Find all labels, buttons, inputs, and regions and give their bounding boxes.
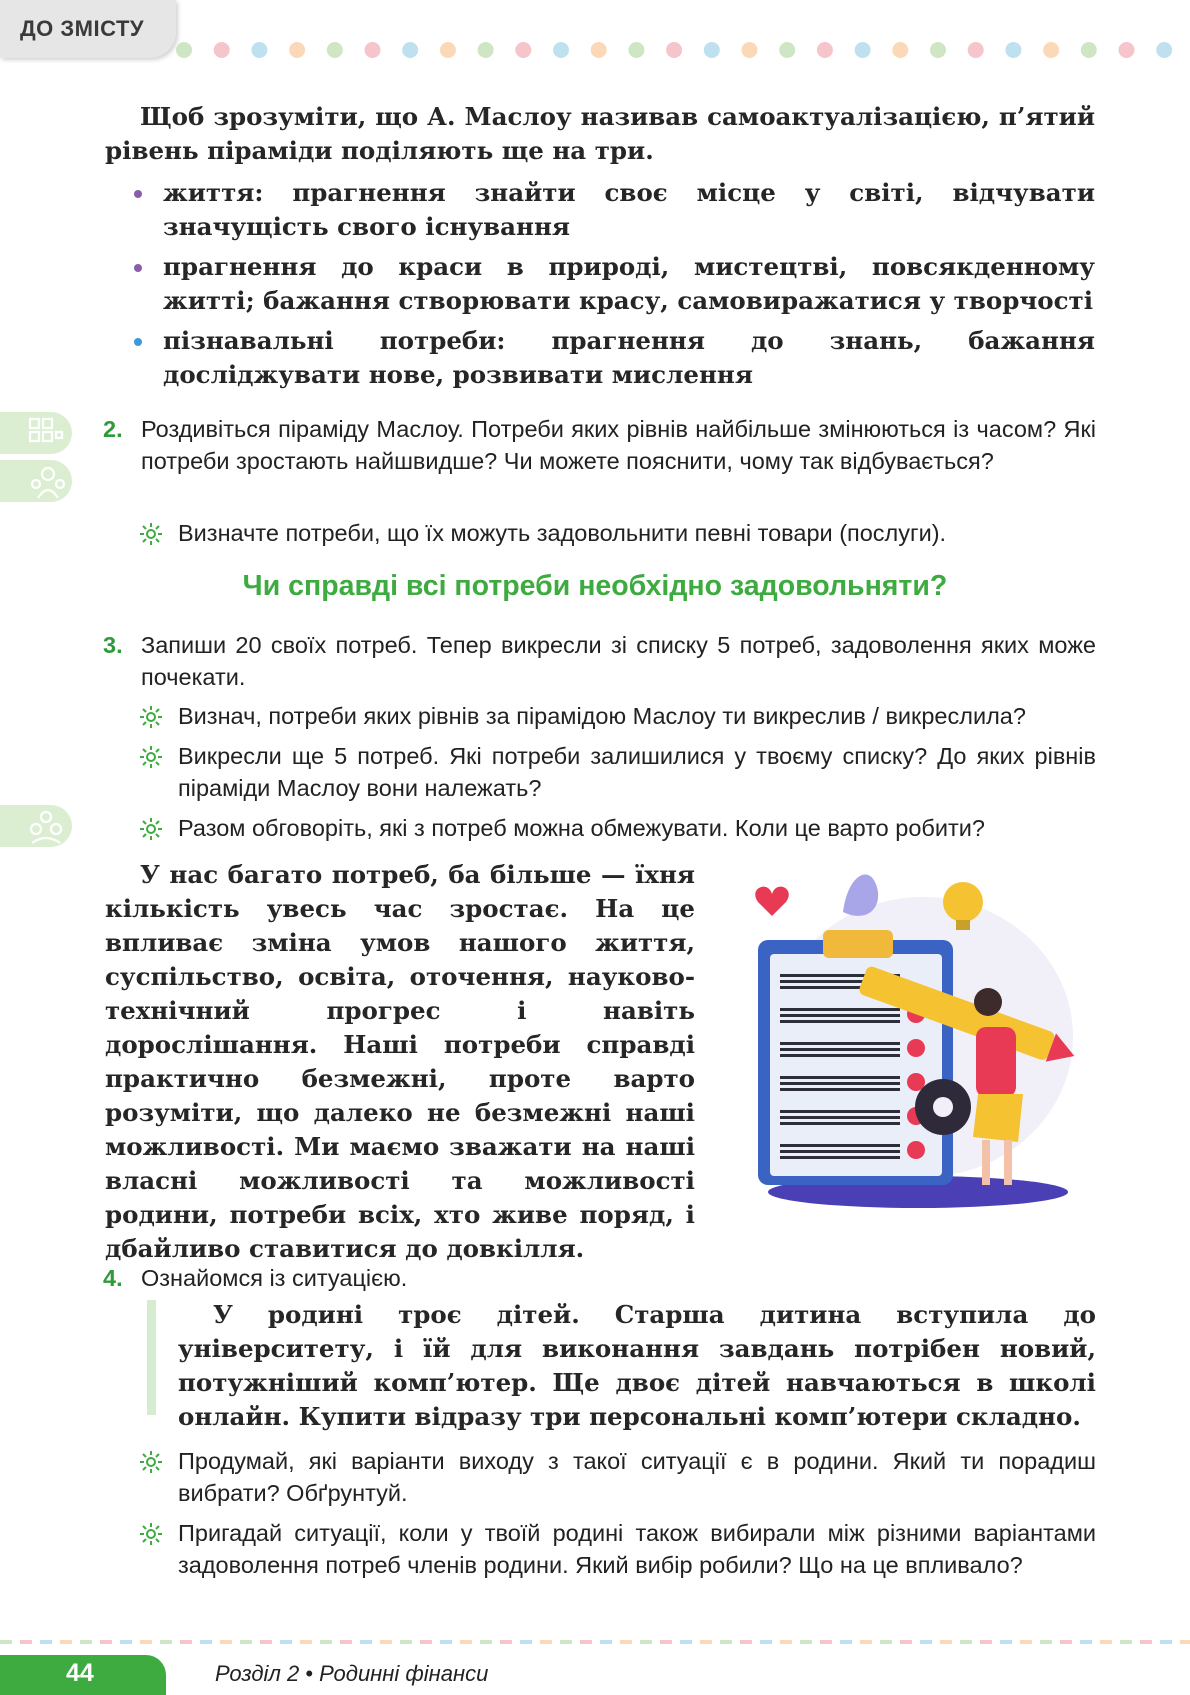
checklist-line [780,1054,900,1057]
decorative-dot [1005,42,1021,58]
footer-dash [240,1640,252,1644]
footer-dash [180,1640,192,1644]
footer-dash [60,1640,72,1644]
footer-dash [340,1640,352,1644]
decorative-dot [1043,42,1059,58]
checklist-line [780,1008,900,1011]
decorative-dot [402,42,418,58]
page-number: 44 [0,1655,166,1695]
footer-dash [160,1640,172,1644]
people-icon [8,462,68,502]
sun-icon [140,706,162,728]
decorative-dot [289,42,305,58]
footer-dash [400,1640,412,1644]
footer-dash [140,1640,152,1644]
footer-dash [700,1640,712,1644]
footer-dash [800,1640,812,1644]
task-text: Роздивіться піраміду Маслоу. Потреби яких рівнів найбільше змінюються із часом? Які потреби зростають найшвидше? Чи можете пояснити, чому так відбувається? [141,416,1096,474]
footer-dash [300,1640,312,1644]
footer-dash [320,1640,332,1644]
footer-dash [40,1640,52,1644]
quote-text: У родині троє дітей. Старша дитина вступила до університету, і їй для виконання завдань потрібен новий, потужніший комп’ютер. Ще двоє дітей навчаються в школі онлайн. Купити відразу три персональні комп’ютери складно. [178,1300,1096,1431]
task-4-subtask [140,1517,1096,1581]
footer-dash [120,1640,132,1644]
checklist-line [780,1150,900,1153]
subtask-text: Викресли ще 5 потреб. Які потреби залишилися у твоєму списку? До яких рівнів піраміди Маслоу вони належать? [178,743,1096,801]
task-4 [103,1262,1096,1294]
decorative-dot [365,42,381,58]
check-mark-icon [907,1141,925,1159]
task-number: 3. [103,632,123,658]
footer-dash [820,1640,832,1644]
footer-dash [1140,1640,1152,1644]
decorative-dot [1119,42,1135,58]
decorative-dot [892,42,908,58]
decorative-dot [327,42,343,58]
checklist-line [780,1048,900,1051]
footer-dash [1120,1640,1132,1644]
footer-dash [480,1640,492,1644]
body-paragraph [105,858,695,1266]
footer-dash [520,1640,532,1644]
task-3-subtask [140,740,1096,804]
decorative-dot [1156,42,1172,58]
section-footer: Розділ 2 • Родинні фінанси [215,1661,489,1686]
checklist-line [780,1088,900,1091]
task-number: 4. [103,1265,123,1291]
footer-dash [600,1640,612,1644]
footer-dash [80,1640,92,1644]
sun-icon [140,523,162,545]
checklist-line [780,1014,900,1017]
footer-dash [760,1640,772,1644]
footer-dash [560,1640,572,1644]
task-text: Ознайомся із ситуацією. [141,1265,408,1291]
check-mark-icon [907,1039,925,1057]
decorative-dot [440,42,456,58]
footer-dash [1180,1640,1190,1644]
checklist-line [780,1110,900,1113]
footer-dash [260,1640,272,1644]
decorative-dot [855,42,871,58]
footer-dash [500,1640,512,1644]
footer-dash [840,1640,852,1644]
bullet-dot-icon [134,338,142,346]
sun-icon [140,1451,162,1473]
footer-dash [0,1640,12,1644]
checklist-line [780,1156,900,1159]
decorative-dot [817,42,833,58]
task-number: 2. [103,416,123,442]
body-text: У нас багато потреб, ба більше — їхня кількість увесь час зростає. На це впливає зміна умов нашого життя, суспільство, освіта, оточення, науково-технічний прогрес і навіть дорослішання. Наші потреби справді практично безмежні, проте варто розуміти, що далеко не безмежні наші можливості. Ми маємо зважати на наші власні можливості та можливості родини, потреби всіх, хто живе поряд, і дбайливо ставитися до довкілля. [105,860,695,1263]
task-4-subtask [140,1445,1096,1509]
side-tab-pair-work [0,412,72,454]
footer-dash [720,1640,732,1644]
footer-dash [440,1640,452,1644]
task-3 [103,629,1096,693]
decorative-dot [553,42,569,58]
footer-dash [940,1640,952,1644]
footer-dash [100,1640,112,1644]
subtask-text: Визначте потреби, що їх можуть задовольнити певні товари (послуги). [178,520,947,546]
intro-paragraph [105,100,1095,168]
task-3-subtask [140,700,1096,732]
footer-dash [220,1640,232,1644]
decorative-dot [742,42,758,58]
situation-quote [178,1298,1096,1434]
footer-dash [620,1640,632,1644]
footer-dash [920,1640,932,1644]
group-icon [8,807,68,847]
decorative-dot [704,42,720,58]
list-item: пізнавальні потреби: прагнення до знань, бажання досліджувати нове, розвивати мислення [130,324,1095,392]
decorative-dot [214,42,230,58]
footer-dash [860,1640,872,1644]
footer-dash [200,1640,212,1644]
decorative-dot [478,42,494,58]
decorative-dot [930,42,946,58]
section-heading: Чи справді всі потреби необхідно задовольняти? [242,570,948,602]
decorative-dot [515,42,531,58]
subtask-text: Продумай, які варіанти виходу з такої ситуації є в родини. Який ти порадиш вибрати? Обґрунтуй. [178,1448,1096,1506]
toc-link[interactable]: ДО ЗМІСТУ [0,0,176,58]
checklist-line [780,1116,900,1119]
footer-dash [960,1640,972,1644]
footer-dash [580,1640,592,1644]
footer-dash [360,1640,372,1644]
side-tab-group-work [0,805,72,847]
footer-dash [420,1640,432,1644]
footer-dash [1160,1640,1172,1644]
task-3-subtask [140,812,1096,844]
checklist-line [780,1144,900,1147]
footer-dash [1040,1640,1052,1644]
footer-dash [460,1640,472,1644]
footer-dash [980,1640,992,1644]
sun-icon [140,1523,162,1545]
decorative-dot [779,42,795,58]
checklist-line [780,1076,900,1079]
decorative-dot [591,42,607,58]
footer-dash [1060,1640,1072,1644]
sun-icon [140,818,162,840]
subtask-text: Визнач, потреби яких рівнів за пірамідою Маслоу ти викреслив / викреслила? [178,703,1026,729]
footer-dash [780,1640,792,1644]
footer-dash [20,1640,32,1644]
footer-dashes [0,1640,1190,1646]
task-2 [103,413,1096,477]
subtask-text: Разом обговоріть, які з потреб можна обмежувати. Коли це варто робити? [178,815,985,841]
task-text: Запиши 20 своїх потреб. Тепер викресли зі списку 5 потреб, задоволення яких може почекати. [141,632,1096,690]
footer-dash [880,1640,892,1644]
decorative-dot [176,42,192,58]
footer-dash [900,1640,912,1644]
footer-dash [540,1640,552,1644]
footer-dash [1100,1640,1112,1644]
decorative-dot [628,42,644,58]
subtask-text: Пригадай ситуації, коли у твоїй родині також вибирали між різними варіантами задоволення потреб членів родини. Який вибір робили? Що на це впливало? [178,1520,1096,1578]
side-tab-discussion [0,460,72,502]
footer-dash [660,1640,672,1644]
footer-dash [280,1640,292,1644]
bullet-dot-icon [134,190,142,198]
checklist-line [780,1082,900,1085]
footer-dash [1020,1640,1032,1644]
decorative-dot [666,42,682,58]
checklist-illustration [738,862,1083,1212]
list-item: прагнення до краси в природі, мистецтві, повсякденному житті; бажання створювати красу, самовиражатися у творчості [130,250,1095,318]
checklist-line [780,1042,900,1045]
checklist-line [780,1020,900,1023]
decorative-dot [968,42,984,58]
footer-dash [1080,1640,1092,1644]
grid-icon [8,414,68,454]
decorative-dots [176,40,1186,60]
decorative-dot [1081,42,1097,58]
intro-text: Щоб зрозуміти, що А. Маслоу називав самоактуалізацією, п’ятий рівень піраміди поділяють ще на три. [105,102,1095,165]
bullet-dot-icon [134,264,142,272]
quote-bar [147,1300,156,1415]
checklist-line [780,1122,900,1125]
decorative-dot [251,42,267,58]
task-2-subtask [140,517,1096,549]
self-actualization-list [130,176,1095,398]
footer-dash [740,1640,752,1644]
list-item: життя: прагнення знайти своє місце у світі, відчувати значущість свого існування [130,176,1095,244]
footer-dash [640,1640,652,1644]
footer-dash [380,1640,392,1644]
footer-dash [1000,1640,1012,1644]
sun-icon [140,746,162,768]
footer-dash [680,1640,692,1644]
